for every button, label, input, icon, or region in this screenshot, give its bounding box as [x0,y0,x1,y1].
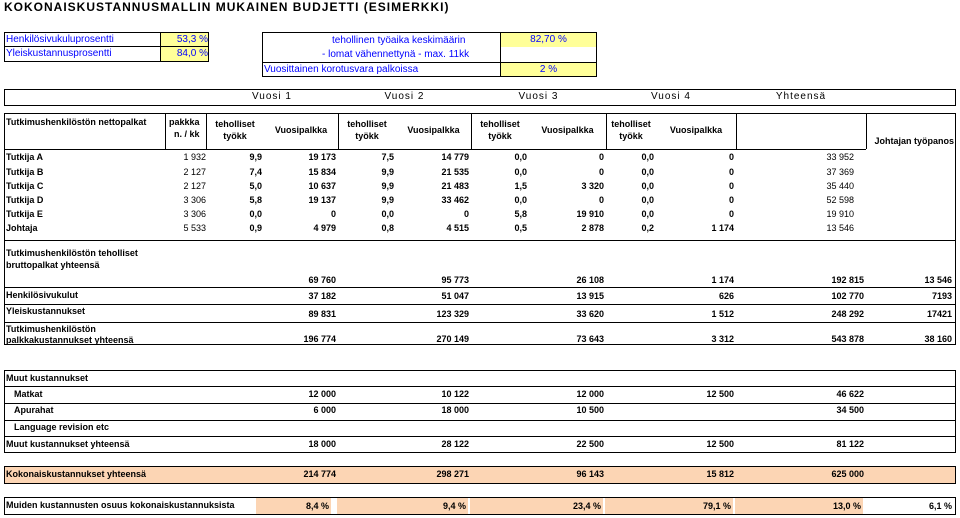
staff-value: 0,0 [641,195,654,205]
page-title: KOKONAISKUSTANNUSMALLIN MUKAINEN BUDJETTI (ESIMERKKI) [4,0,450,14]
staff-value: 0,2 [641,223,654,233]
summary-value: 248 292 [831,309,864,319]
muut-total-label: Muut kustannukset yhteensä [6,439,130,449]
header-teholliset: teholliset [347,119,387,129]
summary-value: 192 815 [831,275,864,285]
muut-total-value: 12 500 [706,439,734,449]
staff-pay: 2 127 [183,181,206,191]
header-vuosipalkka: Vuosipalkka [407,125,460,135]
total-value: 298 271 [436,469,469,479]
staff-value: 0 [728,167,734,177]
share-value: 79,1 % [605,498,733,514]
share-value: 13,0 % [735,498,863,514]
staff-name: Tutkija C [6,181,44,191]
header-nkk: n. / kk [174,129,200,139]
staff-name: Tutkija D [6,195,44,205]
summary-value: 7193 [931,291,952,301]
year-label: Vuosi 1 [252,91,292,102]
staff-name: Tutkija B [6,167,44,177]
staff-value: 14 779 [441,152,469,162]
param-value[interactable]: 84,0 % [161,47,208,61]
header-pakkka: pakkka [169,117,200,127]
param-label: Henkilösivukuluprosentti [6,34,114,45]
summary-value: 89 831 [308,309,336,319]
muut-value: 18 000 [441,405,469,415]
staff-pay: 2 127 [183,167,206,177]
staff-value: 0 [728,181,734,191]
muut-total-value: 22 500 [576,439,604,449]
staff-value: 9,9 [249,152,262,162]
staff-name: Tutkija A [6,152,44,162]
muut-label: Apurahat [14,405,54,415]
muut-total-value: 28 122 [441,439,469,449]
staff-total: 13 546 [826,223,854,233]
staff-value: 1 174 [711,223,734,233]
staff-value: 0,0 [249,209,262,219]
staff-name: Johtaja [6,223,38,233]
summary-value: 123 329 [436,309,469,319]
gross-label: Tutkimushenkilöstön teholliset [6,248,138,258]
share-value: 9,4 % [337,498,468,514]
summary-value: 37 182 [308,291,336,301]
staff-value: 0,0 [514,152,527,162]
yleis-label: Yleiskustannukset [6,306,86,316]
param-value[interactable]: 53,3 % [161,33,208,46]
header-vuosipalkka: Vuosipalkka [274,125,328,135]
header-tyokk: työkk [488,131,512,141]
summary-value: 13 915 [576,291,604,301]
summary-value: 626 [718,291,734,301]
staff-value: 7,4 [249,167,262,177]
summary-value: 95 773 [441,275,469,285]
staff-value: 5,0 [249,181,262,191]
share-value: 23,4 % [470,498,603,514]
staff-value: 9,9 [381,181,394,191]
staff-value: 0,0 [641,209,654,219]
gross-label: bruttopalkat yhteensä [6,260,100,270]
staff-value: 0 [728,152,734,162]
staff-total: 33 952 [826,152,854,162]
total-value: 625 000 [831,469,864,479]
param-label: Vuosittainen korotusvara palkoissa [264,64,419,75]
summary-value: 270 149 [436,334,469,344]
summary-value: 38 160 [924,334,952,344]
osuus-label: Muiden kustannusten osuus kokonaiskustannuksista [6,500,235,510]
staff-value: 19 910 [576,209,604,219]
staff-value: 5,8 [514,209,527,219]
staff-name: Tutkija E [6,209,43,219]
staff-total: 37 369 [826,167,854,177]
muut-value: 12 500 [706,389,734,399]
palkka-label: palkkakustannukset yhteensä [6,335,134,345]
total-value: 96 143 [576,469,604,479]
staff-value: 21 535 [441,167,469,177]
staff-pay: 3 306 [183,209,206,219]
staff-value: 0,0 [641,152,654,162]
header-teholliset: teholliset [480,119,520,129]
summary-value: 51 047 [441,291,469,301]
year-label: Vuosi 4 [651,91,691,102]
summary-value: 33 620 [576,309,604,319]
staff-value: 0,9 [249,223,262,233]
muut-label: Matkat [14,389,43,399]
staff-value: 10 637 [308,181,336,191]
summary-value: 26 108 [576,275,604,285]
share-value: 6,1 % [928,501,952,511]
header-johtajan: Johtajan työpanos [874,136,954,146]
muut-total-value: 18 000 [308,439,336,449]
staff-total: 35 440 [826,181,854,191]
muut-value: 6 000 [313,405,336,415]
header-tyokk: työkk [223,131,247,141]
summary-value: 17421 [926,309,952,319]
staff-value: 4 515 [446,223,469,233]
staff-value: 0,8 [381,223,394,233]
muut-value: 12 000 [308,389,336,399]
staff-value: 5,8 [249,195,262,205]
summary-value: 13 546 [924,275,952,285]
muut-value: 46 622 [836,389,864,399]
summary-value: 1 174 [711,275,734,285]
summary-value: 3 312 [711,334,734,344]
staff-value: 0,5 [514,223,527,233]
summary-value: 1 512 [711,309,734,319]
muut-total-value: 81 122 [836,439,864,449]
header-vuosipalkka: Vuosipalkka [541,125,594,135]
staff-value: 0 [598,167,604,177]
staff-value: 7,5 [381,152,394,162]
staff-value: 15 834 [308,167,336,177]
summary-value: 69 760 [308,275,336,285]
param-value[interactable]: 2 % [501,63,596,76]
total-value: 214 774 [303,469,336,479]
staff-value: 0 [728,195,734,205]
koko-label: Kokonaiskustannukset yhteensä [6,469,147,479]
staff-total: 19 910 [826,209,854,219]
muut-value: 10 500 [576,405,604,415]
total-value: 15 812 [706,469,734,479]
staff-value: 0 [330,209,336,219]
year-label: Yhteensä [775,91,827,102]
staff-value: 0 [463,209,469,219]
staff-value: 0,0 [641,181,654,191]
header-tyokk: työkk [355,131,379,141]
staff-value: 0 [598,152,604,162]
muut-value: 12 000 [576,389,604,399]
summary-value: 73 643 [576,334,604,344]
year-label: Vuosi 3 [518,91,559,102]
header-vuosipalkka: Vuosipalkka [669,125,723,135]
muut-value: 10 122 [441,389,469,399]
staff-value: 0,0 [514,195,527,205]
staff-value: 9,9 [381,195,394,205]
summary-value: 543 878 [831,334,864,344]
share-value: 8,4 % [256,498,331,514]
staff-value: 0,0 [381,209,394,219]
header-teholliset: teholliset [215,119,255,129]
staff-value: 4 979 [313,223,336,233]
muut-label: Language revision etc [14,422,110,432]
staff-value: 0 [598,195,604,205]
sivu-label: Henkilösivukulut [6,290,79,300]
staff-value: 21 483 [441,181,469,191]
summary-value: 196 774 [303,334,336,344]
param-label: - lomat vähennettynä - max. 11kk [322,49,470,60]
staff-value: 19 173 [308,152,336,162]
staff-value: 19 137 [308,195,336,205]
staff-value: 3 320 [581,181,604,191]
staff-pay: 3 306 [183,195,206,205]
palkka-label: Tutkimushenkilöstön [6,324,96,334]
staff-pay: 1 932 [183,152,206,162]
staff-value: 9,9 [381,167,394,177]
staff-value: 33 462 [441,195,469,205]
param-label: tehollinen työaika keskimäärin [332,35,466,46]
muut-header: Muut kustannukset [6,373,89,383]
staff-pay: 5 533 [183,223,206,233]
staff-value: 0,0 [514,167,527,177]
param-label: Yleiskustannusprosentti [6,48,112,59]
year-label: Vuosi 2 [384,91,425,102]
header-teholliset: teholliset [611,119,651,129]
staff-total: 52 598 [826,195,854,205]
staff-value: 0 [728,209,734,219]
summary-value: 102 770 [831,291,864,301]
staff-value: 1,5 [514,181,527,191]
header-tyokk: työkk [619,131,643,141]
staff-value: 2 878 [581,223,604,233]
param-value[interactable]: 82,70 % [501,33,596,47]
muut-value: 34 500 [836,405,864,415]
header-row-label: Tutkimushenkilöstön nettopalkat [6,117,147,127]
staff-value: 0,0 [641,167,654,177]
